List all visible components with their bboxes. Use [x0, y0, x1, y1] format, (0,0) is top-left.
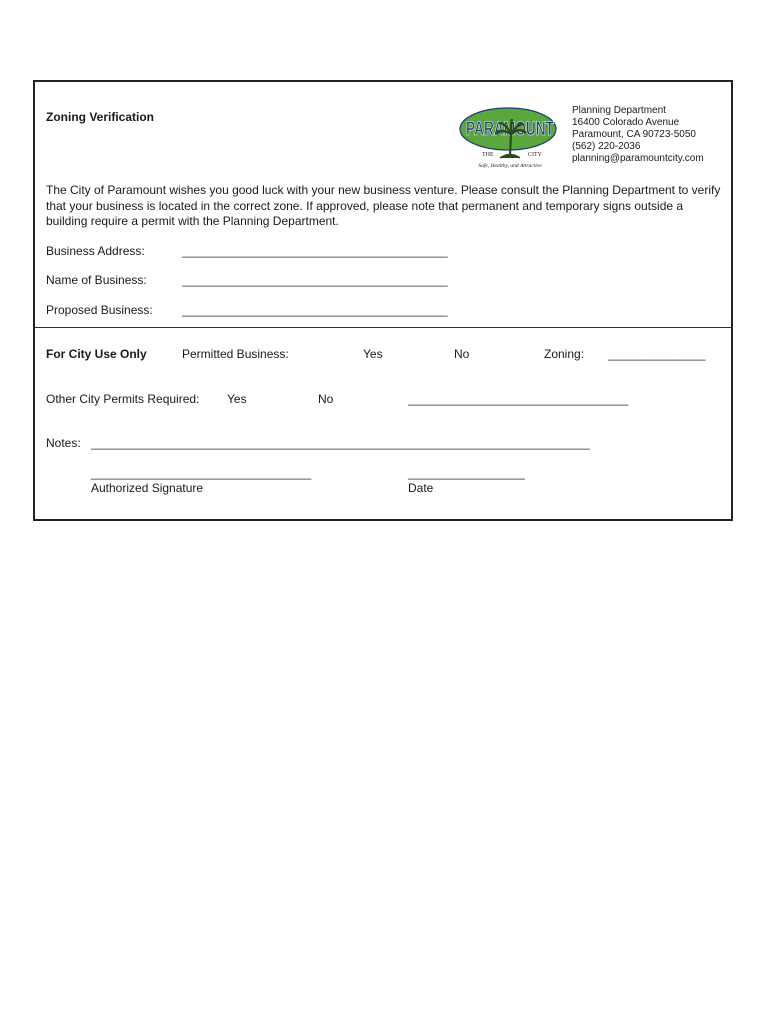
department-name: Planning Department — [572, 105, 666, 116]
date-label: Date — [408, 481, 434, 495]
other-permits-field[interactable]: __________________________________ — [408, 392, 629, 406]
signature-label: Authorized Signature — [91, 481, 204, 495]
business-name-field[interactable]: _________________________________________ — [182, 273, 448, 287]
notes-label: Notes: — [46, 436, 81, 450]
other-permits-yes-option[interactable]: Yes — [227, 392, 247, 406]
proposed-business-label: Proposed Business: — [46, 303, 153, 317]
business-address-field[interactable]: _________________________________________ — [182, 244, 448, 258]
zoning-verification-form — [33, 80, 733, 521]
date-line[interactable]: __________________ — [408, 466, 525, 480]
signature-line[interactable]: __________________________________ — [91, 466, 312, 480]
department-city: Paramount, CA 90723-5050 — [572, 129, 696, 140]
logo-wordmark: PARAMOUNT — [466, 119, 555, 140]
other-permits-no-option[interactable]: No — [318, 392, 334, 406]
notes-field[interactable]: _____________________________________________________________________________ — [91, 436, 590, 450]
form-title: Zoning Verification — [46, 110, 155, 124]
logo-city: CITY — [528, 152, 542, 158]
section-divider — [35, 327, 731, 328]
zoning-label: Zoning: — [544, 347, 585, 361]
city-use-heading: For City Use Only — [46, 347, 147, 361]
permitted-no-option[interactable]: No — [454, 347, 470, 361]
department-street: 16400 Colorado Avenue — [572, 117, 680, 128]
department-phone: (562) 220-2036 — [572, 141, 641, 152]
intro-paragraph: The City of Paramount wishes you good luck with your new business venture. Please consult the Planning Department to verify that your business is located in the correct zone. If approved, please note that permanent and temporary signs outside a building require a permit with the Planning Department. — [46, 183, 721, 228]
logo-the: THE — [482, 152, 494, 158]
zoning-field[interactable]: _______________ — [608, 347, 706, 361]
department-address — [572, 105, 704, 165]
paramount-logo — [458, 104, 562, 170]
permitted-business-label: Permitted Business: — [182, 347, 289, 361]
business-address-label: Business Address: — [46, 244, 145, 258]
logo-tagline: Safe, Healthy, and Attractive — [478, 163, 542, 169]
business-name-label: Name of Business: — [46, 273, 147, 287]
permitted-yes-option[interactable]: Yes — [363, 347, 383, 361]
other-permits-label: Other City Permits Required: — [46, 392, 200, 406]
department-email[interactable]: planning@paramountcity.com — [572, 153, 704, 164]
proposed-business-field[interactable]: _________________________________________ — [182, 303, 448, 317]
